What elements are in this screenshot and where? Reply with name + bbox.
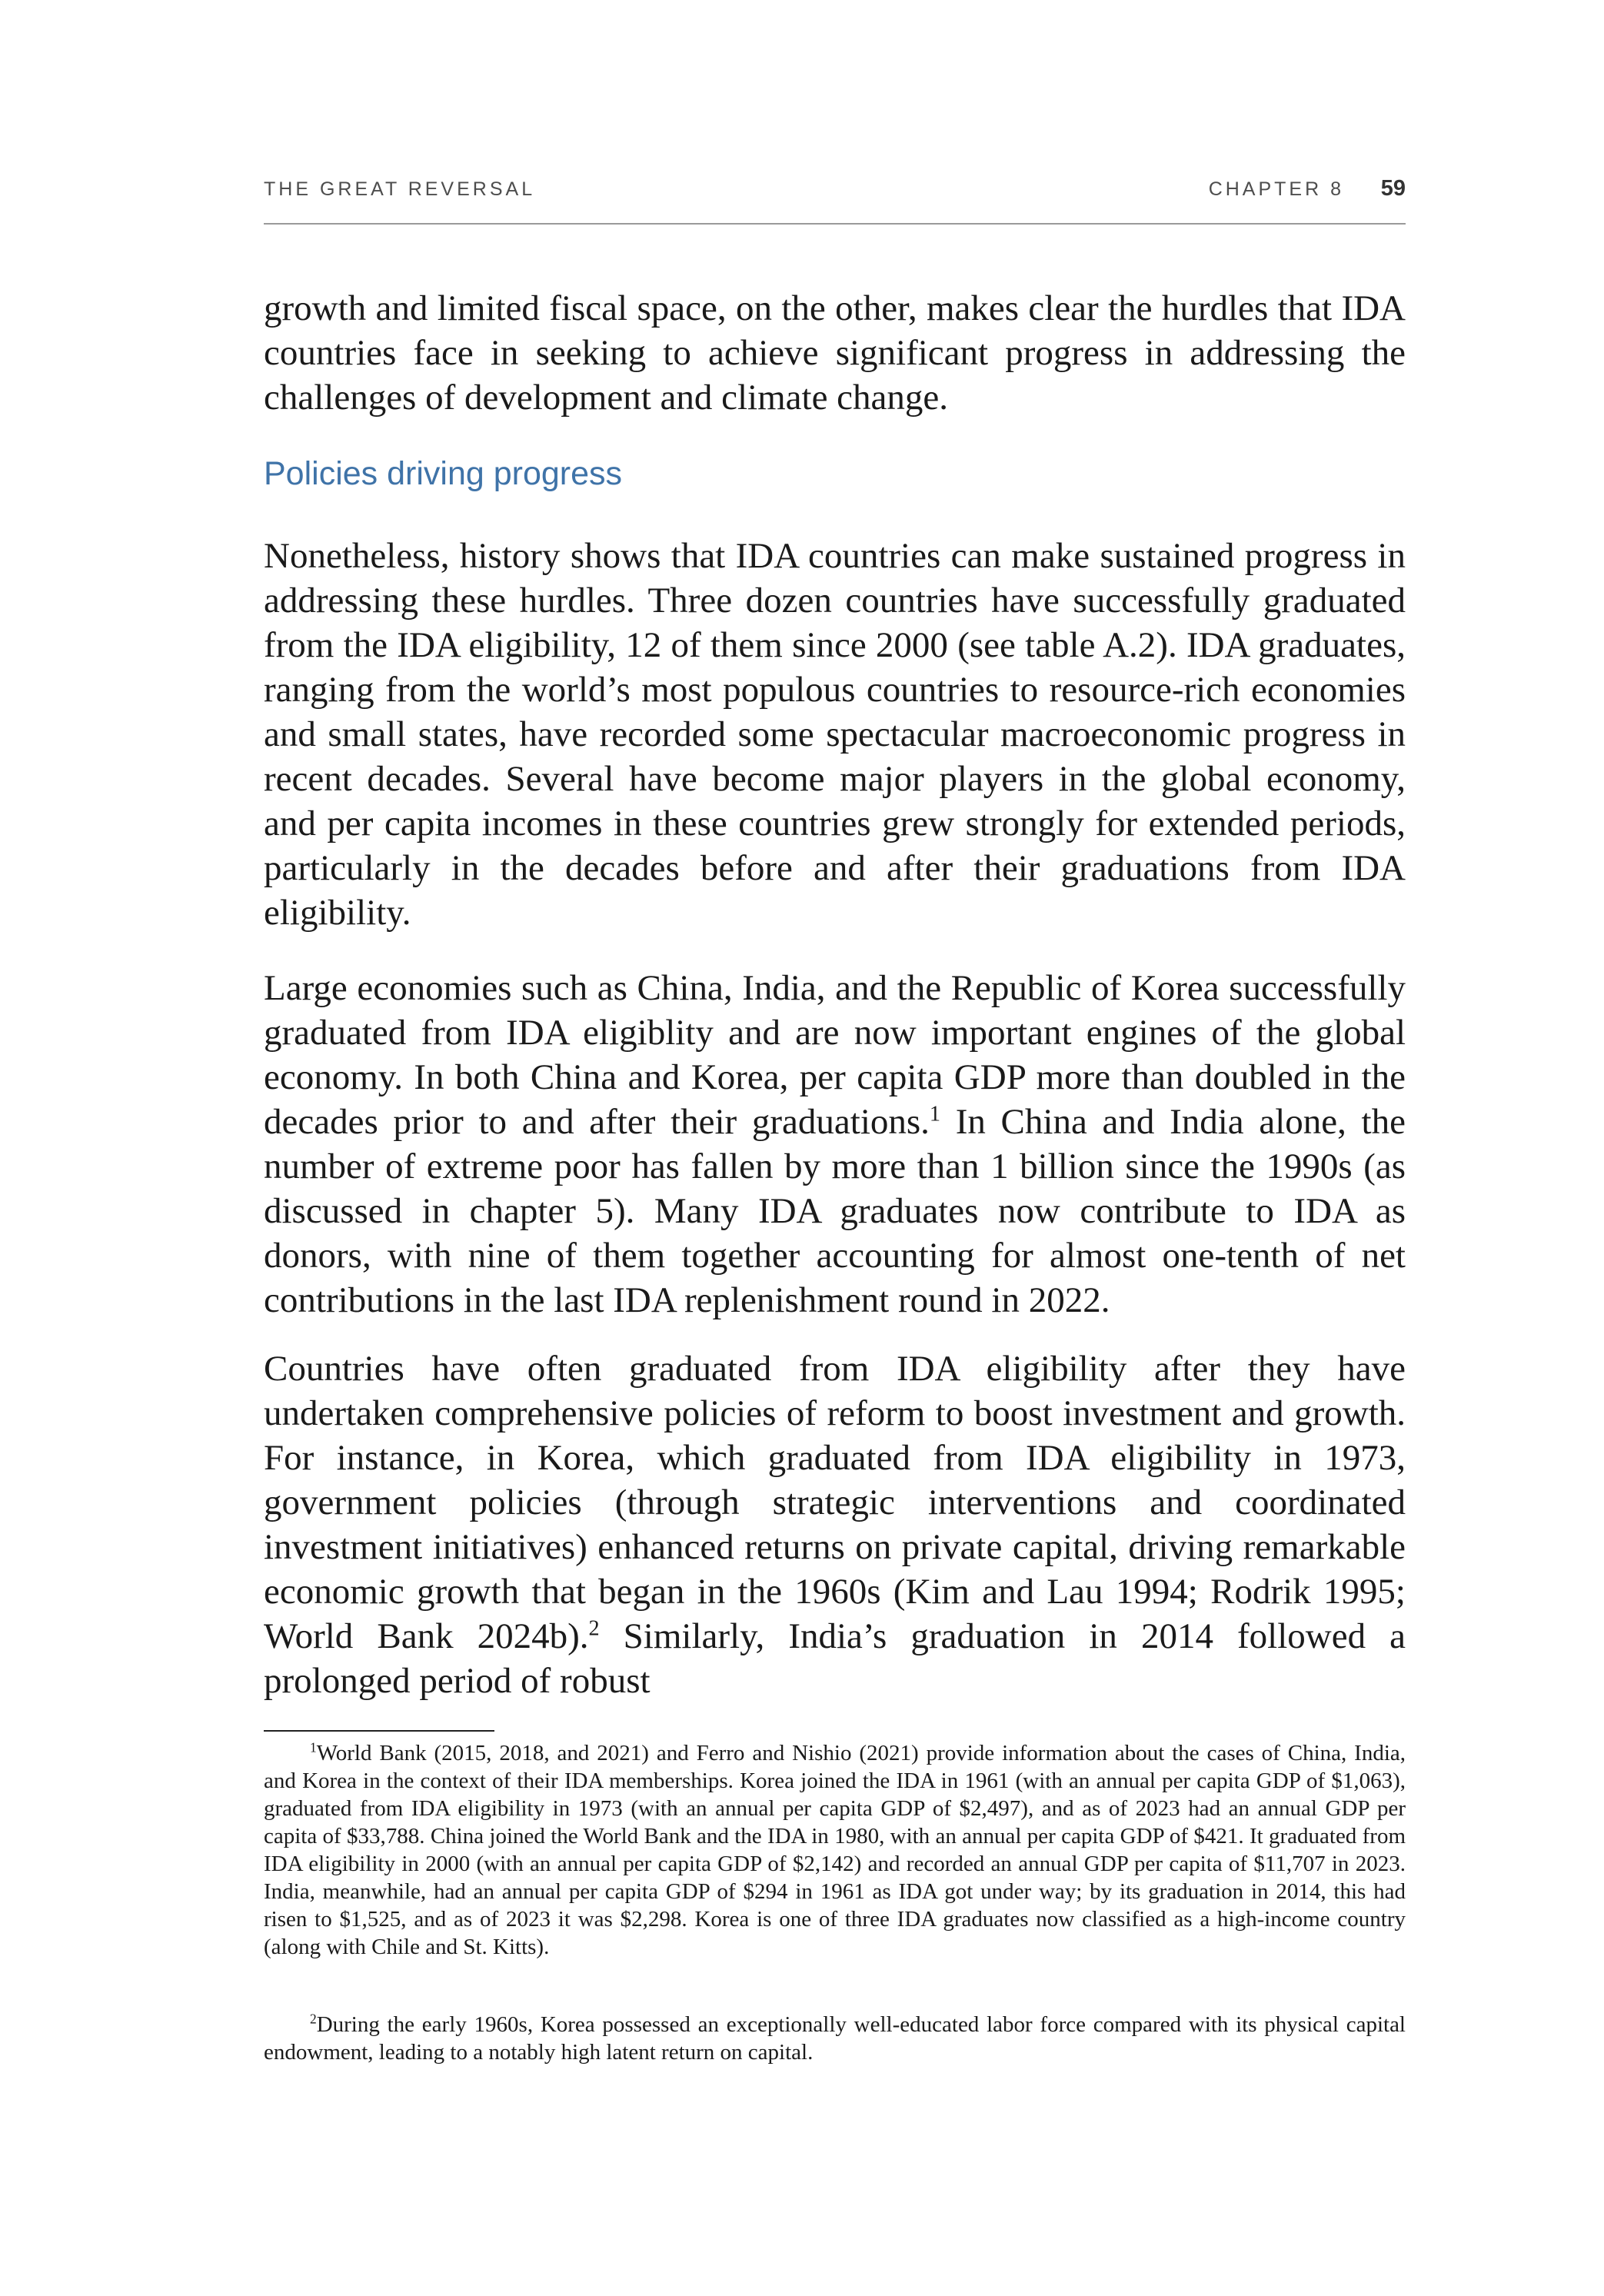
book-title: THE GREAT REVERSAL [264,178,536,200]
footnote-2 [264,2011,1406,2066]
footnote-1-text: World Bank (2015, 2018, and 2021) and Ferro and Nishio (2021) provide information about the cases of China, India, and Korea in the context of their IDA memberships. Korea joined the IDA in 1961 (with an annual per capita GDP of $1,063), graduated from IDA eligibility in 1973 (with an annual per capita GDP of $2,497), and as of 2023 had an annual GDP per capita of $33,788. China joined the World Bank and the IDA in 1980, with an annual per capita GDP of $421. It graduated from IDA eligibility in 2000 (with an annual per capita GDP of $2,142) and recorded an annual GDP per capita of $11,707 in 2023. India, meanwhile, had an annual per capita GDP of $294 in 1961 as IDA got under way; by its graduation in 2014, this had risen to $1,525, and as of 2023 it was $2,298. Korea is one of three IDA graduates now classified as a high-income country (along with Chile and St. Kitts). [264,1741,1406,1959]
paragraph-reform-policies [264,1346,1406,1703]
footnote-divider [264,1730,494,1732]
paragraph-large-economies-text: Large economies such as China, India, and the Republic of Korea successfully graduated from IDA eligiblity and are now important engines of the global economy. In both China and Korea, per capita GDP more than doubled in the decades prior to and after their graduations. [264,968,1406,1142]
paragraph-history: Nonetheless, history shows that IDA countries can make sustained progress in addressing these hurdles. Three dozen countries have successfully graduated from the IDA eligibility, 12 of them since 2000 (see table A.2). IDA graduates, ranging from the world’s most populous countries to resource-rich economies and small states, have recorded some spectacular macroeconomic progress in recent decades. Several have become major players in the global economy, and per capita incomes in these countries grew strongly for extended periods, particularly in the decades before and after their graduations from IDA eligibility. [264,536,1406,933]
footnote-ref-2[interactable]: 2 [588,1616,600,1641]
paragraph-reform-policies-text-cont: Similarly, India’s graduation in 2014 followed a prolonged period of robust [264,1616,1406,1701]
running-header [264,178,1406,209]
footnote-marker-2: 2 [310,2011,317,2027]
page-number: 59 [1380,176,1406,201]
footnote-1 [264,1739,1406,1961]
paragraph-large-economies [264,966,1406,1323]
footnote-marker-1: 1 [310,1739,317,1755]
paragraph-reform-policies-text: Countries have often graduated from IDA eligibility after they have undertaken comprehensive policies of reform to boost investment and growth. For instance, in Korea, which graduated from IDA eligibility in 1973, government policies (through strategic interventions and coordinated investment initiatives) enhanced returns on private capital, driving remarkable economic growth that began in the 1960s (Kim and Lau 1994; Rodrik 1995; World Bank 2024b). [264,1349,1406,1656]
footnote-2-text: During the early 1960s, Korea possessed an exceptionally well-educated labor force compared with its physical capital endowment, leading to a notably high latent return on capital. [264,2012,1406,2065]
section-heading: Policies driving progress [264,455,623,492]
header-divider [264,223,1406,225]
chapter-label: CHAPTER 8 [1208,178,1344,200]
footnote-ref-1[interactable]: 1 [929,1102,941,1126]
paragraph-continued: growth and limited fiscal space, on the other, makes clear the hurdles that IDA countries face in seeking to achieve significant progress in addressing the challenges of development and climate change. [264,288,1406,418]
paragraph-large-economies-text-cont: In China and India alone, the number of extreme poor has fallen by more than 1 billion since the 1990s (as discussed in chapter 5). Many IDA graduates now contribute to IDA as donors, with nine of them together accounting for almost one-tenth of net contributions in the last IDA replenishment round in 2022. [264,1102,1406,1320]
